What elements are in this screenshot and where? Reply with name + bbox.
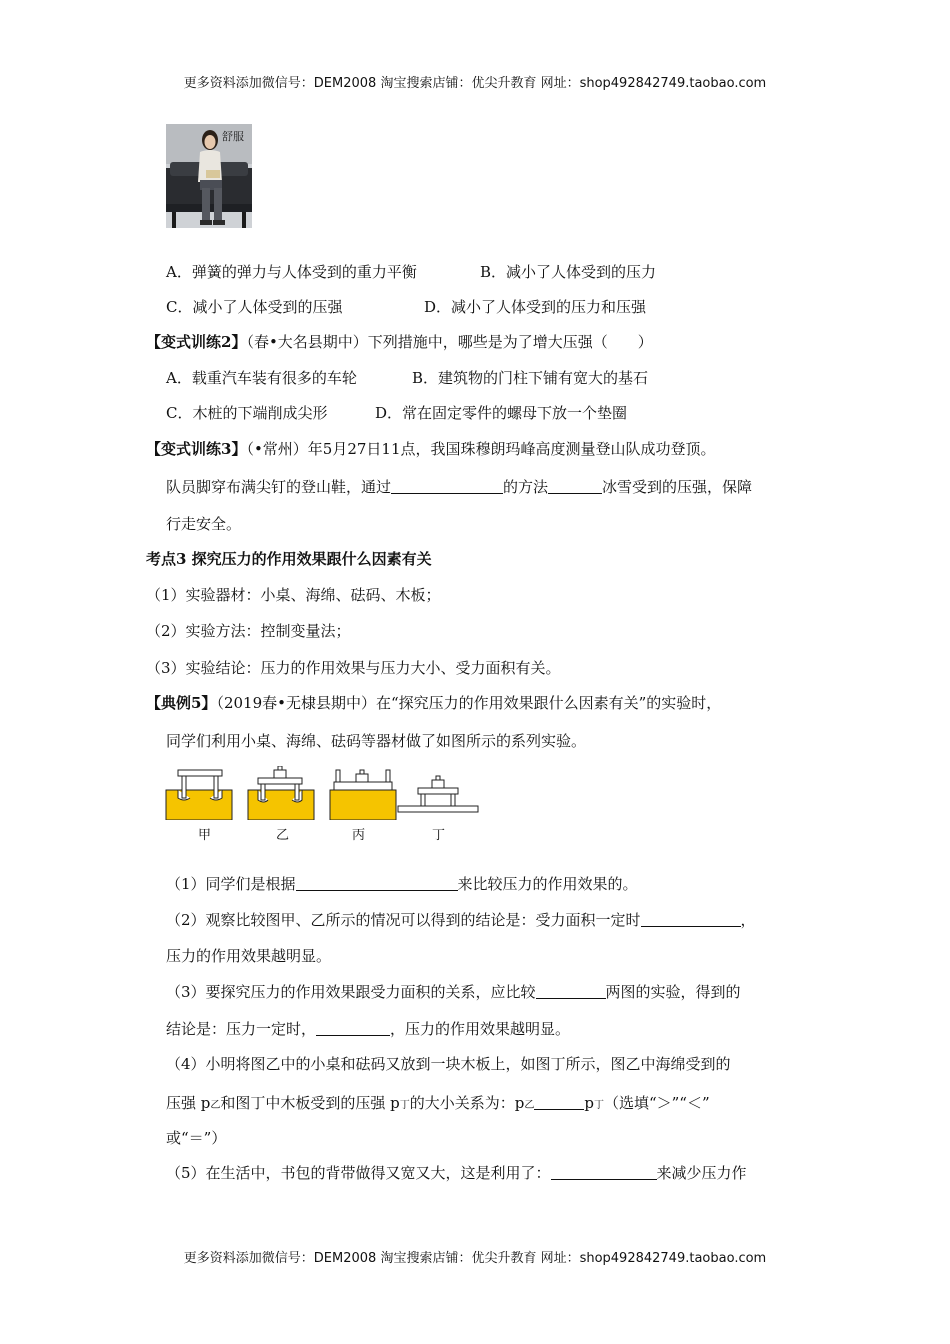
fig-label-ding: 丁 [432, 828, 446, 843]
fig-label-jia: 甲 [198, 828, 212, 843]
v3-text-b: 的方法 [503, 478, 549, 496]
v3-text-c: 冰雪受到的压强，保障 [602, 478, 753, 496]
variant-3-line-2 [166, 477, 752, 497]
q3-text-b: 两图的实验，得到的 [605, 983, 741, 1001]
kp3-point-2: （2）实验方法：控制变量法； [146, 622, 351, 640]
variant-3-question [146, 439, 716, 459]
v2-option-b: B．建筑物的门柱下铺有宽大的基石 [412, 369, 649, 387]
example-5-line-2: 同学们利用小桌、海绵、砝码等器材做了如图所示的系列实验。 [166, 732, 587, 750]
q5-text-b: 来减少压力作 [656, 1164, 747, 1182]
q4-sub-3: 乙 [524, 1100, 535, 1111]
q2-blank[interactable] [641, 910, 741, 927]
q1-text-b: 来比较压力的作用效果的。 [457, 875, 638, 893]
q4-sub-2: 丁 [399, 1100, 410, 1111]
photo-label: 舒服 [222, 130, 244, 143]
q3-text-c: 结论是：压力一定时， [166, 1020, 317, 1038]
q3-blank-1[interactable] [536, 982, 606, 999]
variant-3-text: （•常州）年5月27日11点，我国珠穆朗玛峰高度测量登山队成功登顶。 [246, 440, 716, 458]
variant-3-tag: 【变式训练3】 [146, 440, 247, 458]
q4-blank[interactable] [534, 1093, 584, 1110]
question-1 [166, 874, 638, 894]
variant-2-text: （春•大名县期中）下列措施中，哪些是为了增大压强（ ） [246, 333, 653, 351]
option-c: C．减小了人体受到的压强 [166, 298, 343, 316]
sofa-photo [166, 124, 252, 228]
question-4: （4）小明将图乙中的小桌和砝码又放到一块木板上，如图丁所示，图乙中海绵受到的 [166, 1055, 731, 1073]
fig-jia [166, 770, 232, 820]
example-5-question [146, 693, 721, 713]
kp3-point-1: （1）实验器材：小桌、海绵、砝码、木板； [146, 586, 441, 604]
q5-blank[interactable] [551, 1163, 657, 1180]
q1-text-a: （1）同学们是根据 [166, 875, 296, 893]
q4-text-4: p [584, 1094, 594, 1112]
q4-text-1: 压强 p [166, 1094, 211, 1112]
q3-text-a: （3）要探究压力的作用效果跟受力面积的关系，应比较 [166, 983, 536, 1001]
q2-text-b: ， [740, 911, 756, 929]
kp3-point-3: （3）实验结论：压力的作用效果与压力大小、受力面积有关。 [146, 659, 561, 677]
fig-bing [330, 770, 396, 820]
q4-text-5: （选填“＞”“＜” [603, 1094, 710, 1112]
fig-yi [248, 766, 314, 820]
q5-text-a: （5）在生活中，书包的背带做得又宽又大，这是利用了： [166, 1164, 551, 1182]
question-3-line-2 [166, 1019, 570, 1039]
variant-3-line-3: 行走安全。 [166, 515, 242, 533]
variant-2-question [146, 332, 653, 352]
page-footer: 更多资料添加微信号：DEM2008 淘宝搜索店铺：优尖升教育 网址：shop492842749.taobao.com [183, 1251, 767, 1266]
fig-ding [398, 776, 478, 812]
example-5-tag: 【典例5】 [146, 694, 217, 712]
variant-2-tag: 【变式训练2】 [146, 333, 247, 351]
fig-label-bing: 丙 [352, 828, 366, 843]
question-4-line-3: 或“＝”） [166, 1129, 227, 1147]
q1-blank[interactable] [296, 874, 458, 891]
q3-blank-2[interactable] [316, 1019, 390, 1036]
example-5-text: （2019春•无棣县期中）在“探究压力的作用效果跟什么因素有关”的实验时， [216, 694, 722, 712]
v2-option-c: C．木桩的下端削成尖形 [166, 404, 328, 422]
q4-sub-1: 乙 [210, 1100, 221, 1111]
question-4-line-2 [166, 1093, 710, 1116]
v2-option-d: D．常在固定零件的螺母下放一个垫圈 [375, 404, 628, 422]
section-title: 考点3 探究压力的作用效果跟什么因素有关 [146, 550, 432, 568]
q4-sub-4: 丁 [593, 1100, 604, 1111]
page-header: 更多资料添加微信号：DEM2008 淘宝搜索店铺：优尖升教育 网址：shop492842749.taobao.com [183, 76, 767, 91]
question-2 [166, 910, 756, 930]
question-3 [166, 982, 741, 1002]
v2-option-a: A．载重汽车装有很多的车轮 [166, 369, 357, 387]
question-5 [166, 1163, 747, 1183]
q4-text-2: 和图丁中木板受到的压强 p [220, 1094, 400, 1112]
option-b: B．减小了人体受到的压力 [480, 263, 657, 281]
experiment-figure [164, 766, 480, 846]
q4-text-3: 的大小关系为：p [409, 1094, 525, 1112]
option-d: D．减小了人体受到的压力和压强 [424, 298, 647, 316]
blank-2[interactable] [548, 477, 602, 494]
q2-text-a: （2）观察比较图甲、乙所示的情况可以得到的结论是：受力面积一定时 [166, 911, 641, 929]
q3-text-d: ，压力的作用效果越明显。 [390, 1020, 571, 1038]
option-a: A．弹簧的弹力与人体受到的重力平衡 [166, 263, 417, 281]
v3-text-a: 队员脚穿布满尖钉的登山鞋，通过 [166, 478, 392, 496]
fig-label-yi: 乙 [276, 828, 290, 843]
blank-1[interactable] [391, 477, 503, 494]
question-2-line-2: 压力的作用效果越明显。 [166, 947, 332, 965]
